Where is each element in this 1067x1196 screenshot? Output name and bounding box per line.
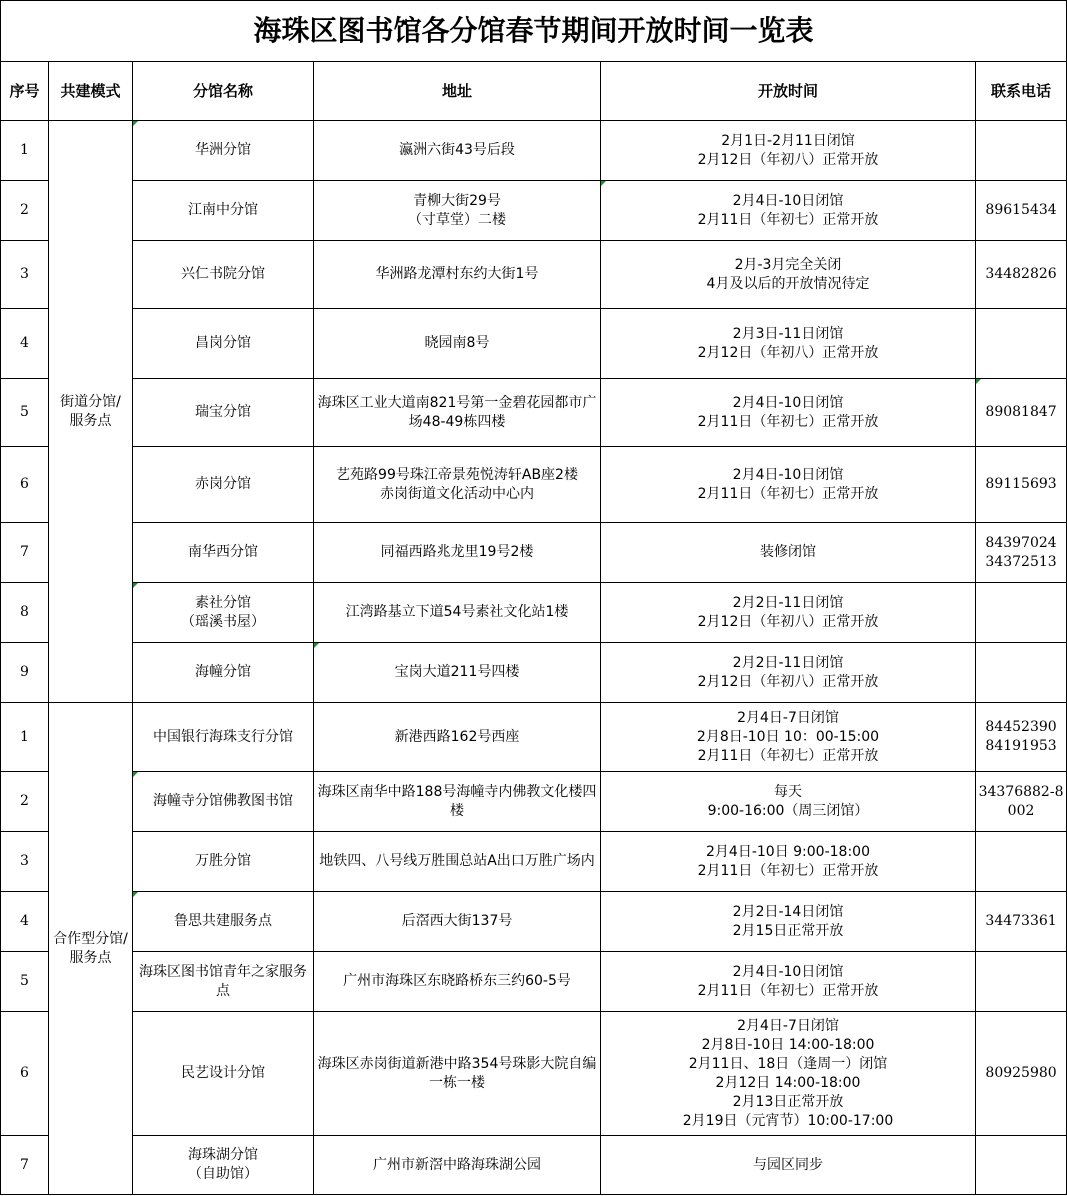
address-cell: 地铁四、八号线万胜围总站A出口万胜广场内 bbox=[314, 832, 601, 892]
phone-cell: 34482826 bbox=[976, 241, 1067, 309]
hours-cell: 2月4日-7日闭馆 2月8日-10日 10：00-15:00 2月11日（年初七）正常开放 bbox=[601, 703, 976, 772]
name-cell: 民艺设计分馆 bbox=[133, 1012, 314, 1136]
phone-cell: 84397024 34372513 bbox=[976, 523, 1067, 583]
name-cell: 南华西分馆 bbox=[133, 523, 314, 583]
address-cell: 海珠区赤岗街道新港中路354号珠影大院自编一栋一楼 bbox=[314, 1012, 601, 1136]
address-cell: 后滘西大街137号 bbox=[314, 892, 601, 952]
address-cell: 江湾路基立下道54号素社文化站1楼 bbox=[314, 583, 601, 643]
seq-cell: 5 bbox=[1, 379, 49, 447]
name-cell: 瑞宝分馆 bbox=[133, 379, 314, 447]
seq-cell: 2 bbox=[1, 772, 49, 832]
phone-cell: 89615434 bbox=[976, 181, 1067, 241]
seq-cell: 1 bbox=[1, 703, 49, 772]
address-cell: 艺苑路99号珠江帝景苑悦涛轩AB座2楼 赤岗街道文化活动中心内 bbox=[314, 447, 601, 523]
address-cell: 青柳大街29号 （寸草堂）二楼 bbox=[314, 181, 601, 241]
hours-cell: 装修闭馆 bbox=[601, 523, 976, 583]
name-cell: 昌岗分馆 bbox=[133, 309, 314, 379]
phone-cell bbox=[976, 121, 1067, 181]
table-row bbox=[1, 121, 1067, 181]
address-cell: 华洲路龙潭村东约大街1号 bbox=[314, 241, 601, 309]
header-mode: 共建模式 bbox=[49, 62, 133, 121]
seq-cell: 2 bbox=[1, 181, 49, 241]
phone-cell: 34376882-8002 bbox=[976, 772, 1067, 832]
phone-cell bbox=[976, 643, 1067, 703]
table-row bbox=[1, 952, 1067, 1012]
name-cell: 海珠湖分馆 （自助馆） bbox=[133, 1136, 314, 1195]
hours-cell: 2月4日-7日闭馆 2月8日-10日 14:00-18:00 2月11日、18日（逢周一）闭馆 2月12日 14:00-18:00 2月13日正常开放 2月19日（元宵节）10:00-17:00 bbox=[601, 1012, 976, 1136]
header-row bbox=[1, 62, 1067, 121]
seq-cell: 9 bbox=[1, 643, 49, 703]
hours-cell: 2月4日-10日 9:00-18:00 2月11日（年初七）正常开放 bbox=[601, 832, 976, 892]
address-cell: 瀛洲六街43号后段 bbox=[314, 121, 601, 181]
mode-cell: 街道分馆/ 服务点 bbox=[49, 121, 133, 703]
name-cell: 海珠区图书馆青年之家服务点 bbox=[133, 952, 314, 1012]
name-cell: 华洲分馆 bbox=[133, 121, 314, 181]
seq-cell: 6 bbox=[1, 447, 49, 523]
mode-cell: 合作型分馆/服务点 bbox=[49, 703, 133, 1195]
seq-cell: 4 bbox=[1, 309, 49, 379]
name-cell: 海幢分馆 bbox=[133, 643, 314, 703]
phone-cell bbox=[976, 1136, 1067, 1195]
hours-cell: 2月4日-10日闭馆 2月11日（年初七）正常开放 bbox=[601, 379, 976, 447]
name-cell: 江南中分馆 bbox=[133, 181, 314, 241]
phone-cell: 89081847 bbox=[976, 379, 1067, 447]
seq-cell: 4 bbox=[1, 892, 49, 952]
seq-cell: 3 bbox=[1, 241, 49, 309]
header-name: 分馆名称 bbox=[133, 62, 314, 121]
hours-cell: 与园区同步 bbox=[601, 1136, 976, 1195]
address-cell: 广州市海珠区东晓路桥东三约60-5号 bbox=[314, 952, 601, 1012]
table-row bbox=[1, 892, 1067, 952]
phone-cell: 80925980 bbox=[976, 1012, 1067, 1136]
address-cell: 海珠区工业大道南821号第一金碧花园都市广场48-49栋四楼 bbox=[314, 379, 601, 447]
seq-cell: 5 bbox=[1, 952, 49, 1012]
phone-cell: 34473361 bbox=[976, 892, 1067, 952]
hours-cell: 每天 9:00-16:00（周三闭馆） bbox=[601, 772, 976, 832]
name-cell: 兴仁书院分馆 bbox=[133, 241, 314, 309]
seq-cell: 1 bbox=[1, 121, 49, 181]
table-row bbox=[1, 1012, 1067, 1136]
hours-cell: 2月4日-10日闭馆 2月11日（年初七）正常开放 bbox=[601, 952, 976, 1012]
address-cell: 广州市新滘中路海珠湖公园 bbox=[314, 1136, 601, 1195]
hours-cell: 2月2日-11日闭馆 2月12日（年初八）正常开放 bbox=[601, 643, 976, 703]
phone-cell bbox=[976, 952, 1067, 1012]
name-cell: 赤岗分馆 bbox=[133, 447, 314, 523]
address-cell: 晓园南8号 bbox=[314, 309, 601, 379]
table-row bbox=[1, 772, 1067, 832]
page-title: 海珠区图书馆各分馆春节期间开放时间一览表 bbox=[1, 1, 1067, 62]
phone-cell: 89115693 bbox=[976, 447, 1067, 523]
table-row bbox=[1, 583, 1067, 643]
name-cell: 中国银行海珠支行分馆 bbox=[133, 703, 314, 772]
hours-cell: 2月2日-14日闭馆 2月15日正常开放 bbox=[601, 892, 976, 952]
address-cell: 新港西路162号西座 bbox=[314, 703, 601, 772]
address-cell: 宝岗大道211号四楼 bbox=[314, 643, 601, 703]
table-row bbox=[1, 832, 1067, 892]
seq-cell: 6 bbox=[1, 1012, 49, 1136]
header-address: 地址 bbox=[314, 62, 601, 121]
seq-cell: 3 bbox=[1, 832, 49, 892]
phone-cell bbox=[976, 832, 1067, 892]
header-seq: 序号 bbox=[1, 62, 49, 121]
name-cell: 万胜分馆 bbox=[133, 832, 314, 892]
table-row bbox=[1, 379, 1067, 447]
seq-cell: 7 bbox=[1, 523, 49, 583]
phone-cell bbox=[976, 583, 1067, 643]
name-cell: 鲁思共建服务点 bbox=[133, 892, 314, 952]
hours-cell: 2月3日-11日闭馆 2月12日（年初八）正常开放 bbox=[601, 309, 976, 379]
phone-cell: 84452390 84191953 bbox=[976, 703, 1067, 772]
table-row bbox=[1, 447, 1067, 523]
table-row bbox=[1, 643, 1067, 703]
table-row bbox=[1, 523, 1067, 583]
name-cell: 素社分馆 （瑶溪书屋） bbox=[133, 583, 314, 643]
header-phone: 联系电话 bbox=[976, 62, 1067, 121]
hours-cell: 2月1日-2月11日闭馆 2月12日（年初八）正常开放 bbox=[601, 121, 976, 181]
hours-cell: 2月4日-10日闭馆 2月11日（年初七）正常开放 bbox=[601, 447, 976, 523]
hours-cell: 2月2日-11日闭馆 2月12日（年初八）正常开放 bbox=[601, 583, 976, 643]
seq-cell: 7 bbox=[1, 1136, 49, 1195]
hours-cell: 2月4日-10日闭馆 2月11日（年初七）正常开放 bbox=[601, 181, 976, 241]
name-cell: 海幢寺分馆佛教图书馆 bbox=[133, 772, 314, 832]
table-row bbox=[1, 181, 1067, 241]
header-hours: 开放时间 bbox=[601, 62, 976, 121]
table-row bbox=[1, 703, 1067, 772]
phone-cell bbox=[976, 309, 1067, 379]
table-row bbox=[1, 309, 1067, 379]
seq-cell: 8 bbox=[1, 583, 49, 643]
table-row bbox=[1, 241, 1067, 309]
address-cell: 同福西路兆龙里19号2楼 bbox=[314, 523, 601, 583]
table-row bbox=[1, 1136, 1067, 1195]
hours-cell: 2月-3月完全关闭 4月及以后的开放情况待定 bbox=[601, 241, 976, 309]
address-cell: 海珠区南华中路188号海幢寺内佛教文化楼四楼 bbox=[314, 772, 601, 832]
